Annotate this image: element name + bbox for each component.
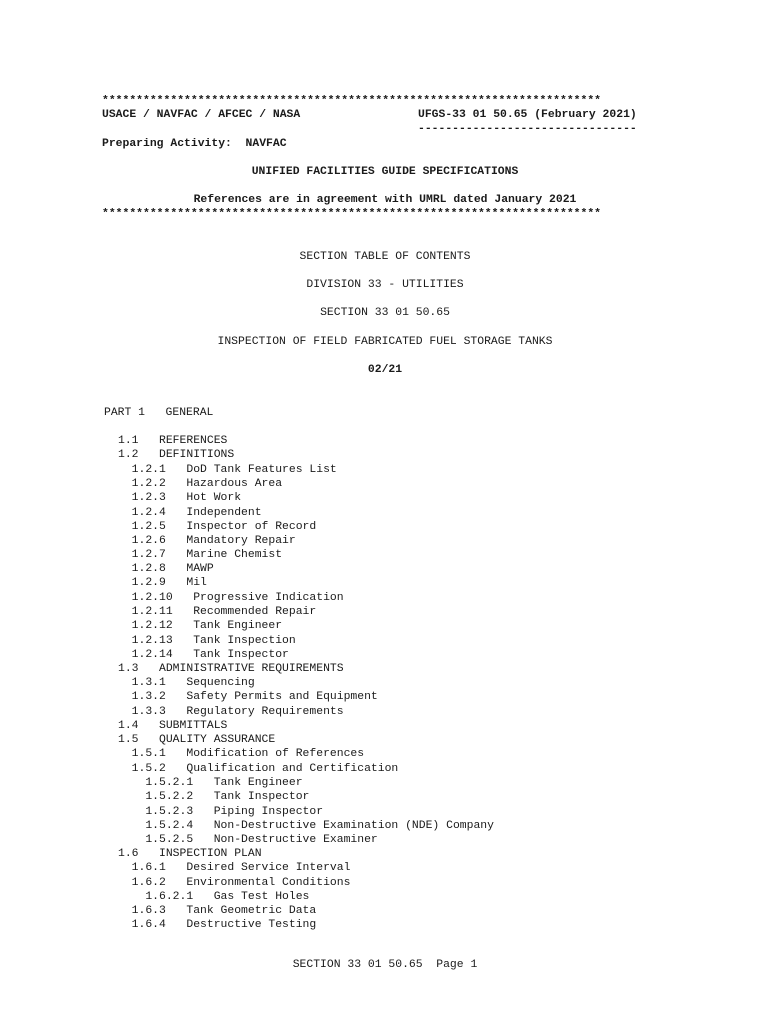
toc-entry: 1.3.2 Safety Permits and Equipment [118, 691, 378, 703]
section-number: SECTION 33 01 50.65 [320, 307, 450, 319]
toc-entry: 1.2.9 Mil [118, 577, 207, 589]
toc-entry: 1.2.10 Progressive Indication [118, 592, 344, 604]
toc-entry: 1.3.3 Regulatory Requirements [118, 706, 344, 718]
toc-entry: 1.2.14 Tank Inspector [118, 649, 289, 661]
toc-entry: 1.5.2.5 Non-Destructive Examiner [118, 834, 378, 846]
toc-entry: 1.3 ADMINISTRATIVE REQUIREMENTS [118, 663, 344, 675]
toc-entry: 1.6.4 Destructive Testing [118, 919, 317, 931]
toc-entry: 1.5.2.3 Piping Inspector [118, 806, 324, 818]
division-heading: DIVISION 33 - UTILITIES [306, 279, 464, 291]
preparing-activity: Preparing Activity: NAVFAC [102, 138, 287, 150]
guide-title: UNIFIED FACILITIES GUIDE SPECIFICATIONS [251, 166, 519, 178]
toc-entry: 1.6.3 Tank Geometric Data [118, 905, 317, 917]
spec-id-underline: -------------------------------- [418, 123, 637, 135]
toc-entry: 1.5.2 Qualification and Certification [118, 763, 399, 775]
toc-entry: 1.5.2.2 Tank Inspector [118, 791, 310, 803]
section-title: INSPECTION OF FIELD FABRICATED FUEL STORAGE TANKS [217, 336, 553, 348]
toc-entry: 1.2.3 Hot Work [118, 492, 242, 504]
toc-entry: 1.2.11 Recommended Repair [118, 606, 317, 618]
toc-entry: 1.2.4 Independent [118, 507, 262, 519]
toc-entry: 1.2 DEFINITIONS [118, 449, 235, 461]
toc-entry: 1.5 QUALITY ASSURANCE [118, 734, 276, 746]
toc-entry: 1.5.2.1 Tank Engineer [118, 777, 303, 789]
header-stars-top: ************************************************************************* [102, 95, 601, 107]
toc-entry: 1.2.8 MAWP [118, 563, 214, 575]
agencies-line: USACE / NAVFAC / AFCEC / NASA [102, 109, 301, 121]
toc-entry: 1.2.12 Tank Engineer [118, 620, 283, 632]
toc-entry: 1.2.5 Inspector of Record [118, 521, 317, 533]
toc-entry: 1.2.7 Marine Chemist [118, 549, 283, 561]
page-footer: SECTION 33 01 50.65 Page 1 [292, 959, 478, 971]
spec-id: UFGS-33 01 50.65 (February 2021) [418, 109, 637, 121]
header-stars-bottom: ************************************************************************* [102, 208, 601, 220]
toc-entry: 1.1 REFERENCES [118, 435, 228, 447]
toc-entry: 1.6 INSPECTION PLAN [118, 848, 262, 860]
toc-entry: 1.2.13 Tank Inspection [118, 635, 296, 647]
references-note: References are in agreement with UMRL dated January 2021 [193, 194, 577, 206]
toc-entry: 1.5.1 Modification of References [118, 748, 365, 760]
toc-entry: 1.3.1 Sequencing [118, 677, 255, 689]
toc-entry: 1.5.2.4 Non-Destructive Examination (NDE) Company [118, 820, 494, 832]
toc-entry: 1.2.2 Hazardous Area [118, 478, 283, 490]
toc-entry: 1.4 SUBMITTALS [118, 720, 228, 732]
toc-heading: SECTION TABLE OF CONTENTS [299, 251, 471, 263]
section-date: 02/21 [367, 364, 403, 376]
toc-entry: 1.6.2 Environmental Conditions [118, 877, 351, 889]
toc-entry: 1.2.6 Mandatory Repair [118, 535, 296, 547]
toc-entry: 1.6.2.1 Gas Test Holes [118, 891, 310, 903]
part-heading: PART 1 GENERAL [104, 407, 214, 419]
toc-entry: 1.6.1 Desired Service Interval [118, 862, 351, 874]
toc-entry: 1.2.1 DoD Tank Features List [118, 464, 337, 476]
